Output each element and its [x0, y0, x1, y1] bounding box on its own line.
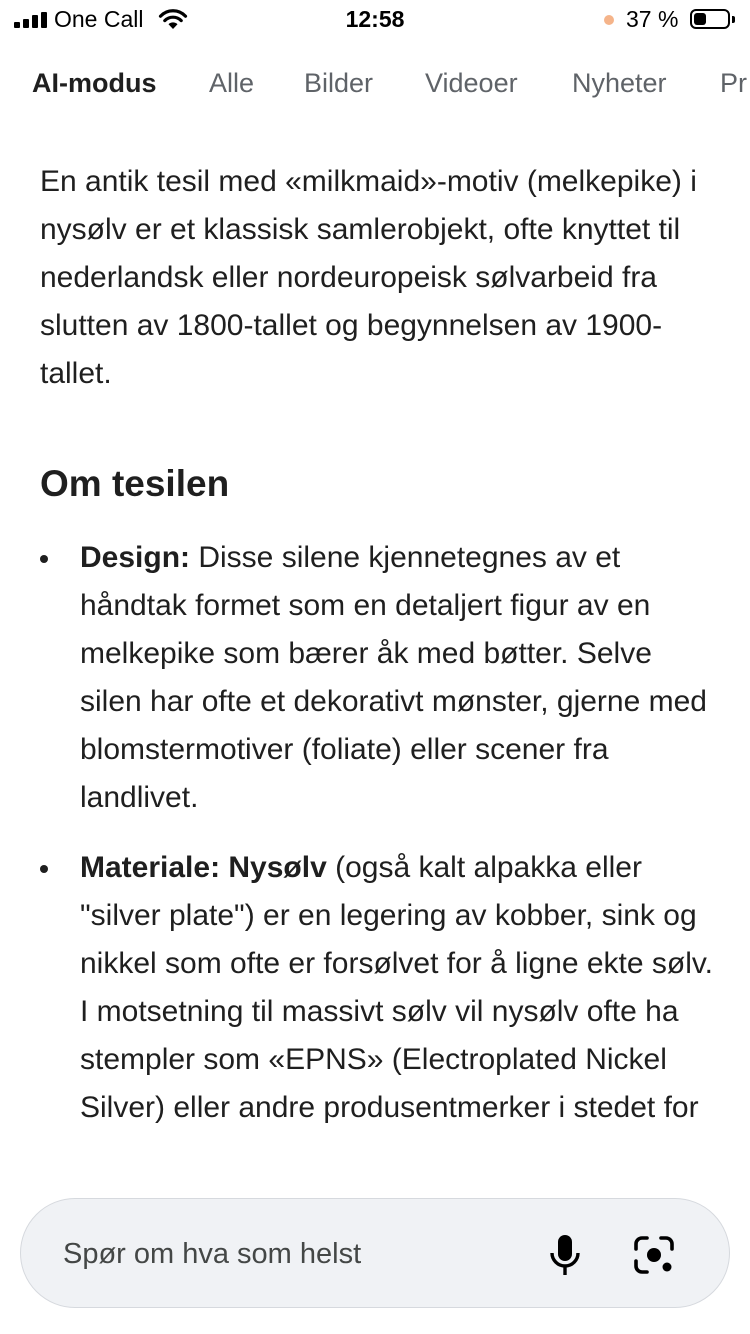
bullet-icon [40, 865, 48, 873]
tab-nyheter[interactable]: Nyheter [572, 68, 667, 98]
list-item [40, 844, 716, 1132]
search-input[interactable] [61, 1235, 525, 1273]
battery-percentage: 37 % [626, 6, 679, 32]
privacy-indicator-dot [604, 15, 614, 25]
search-tabs [0, 68, 750, 108]
camera-lens-icon[interactable] [633, 1235, 675, 1275]
tab-bilder[interactable]: Bilder [304, 68, 374, 98]
ai-answer [40, 158, 716, 1154]
bullet-icon [40, 555, 48, 563]
bullet-text: (også kalt alpakka eller "silver plate") er en legering av kobber, sink og nikkel som ofte er forsølvet for å ligne ekte sølv. I motsetning til massivt sølv vil nysølv ofte ha stempler som «EPNS» (Electroplated Nickel Silver) eller andre produsentmerker i stedet for [80, 851, 714, 1124]
microphone-icon[interactable] [549, 1233, 581, 1277]
tab-alle[interactable]: Alle [209, 68, 255, 98]
tab-videoer[interactable]: Videoer [425, 68, 518, 98]
status-bar [0, 0, 750, 40]
bullet-list [40, 534, 716, 1132]
intro-paragraph: En antik tesil med «milkmaid»-motiv (melkepike) i nysølv er et klassisk samlerobjekt, ofte knyttet til nederlandsk eller nordeuropeisk sølvarbeid fra slutten av 1800-tallet og begynnelsen av 1900-tallet. [40, 165, 697, 390]
bullet-title: Materiale: Nysølv [80, 851, 327, 884]
clock: 12:58 [345, 6, 405, 32]
tab-more[interactable]: Pr [720, 68, 747, 98]
section-heading: Om tesilen [40, 463, 230, 504]
search-bar [20, 1198, 730, 1308]
bullet-title: Design: [80, 541, 191, 574]
tab-ai-modus[interactable]: AI-modus [32, 68, 157, 98]
carrier-name: One Call [54, 6, 144, 32]
bullet-text: Disse silene kjennetegnes av et håndtak formet som en detaljert figur av en melkepike som bærer åk med bøtter. Selve silen har ofte et dekorativt mønster, gjerne med blomstermotiver (foliate) eller scener fra landlivet. [80, 541, 707, 814]
battery-icon [690, 9, 730, 29]
battery-level [694, 13, 706, 25]
list-item [40, 534, 716, 822]
